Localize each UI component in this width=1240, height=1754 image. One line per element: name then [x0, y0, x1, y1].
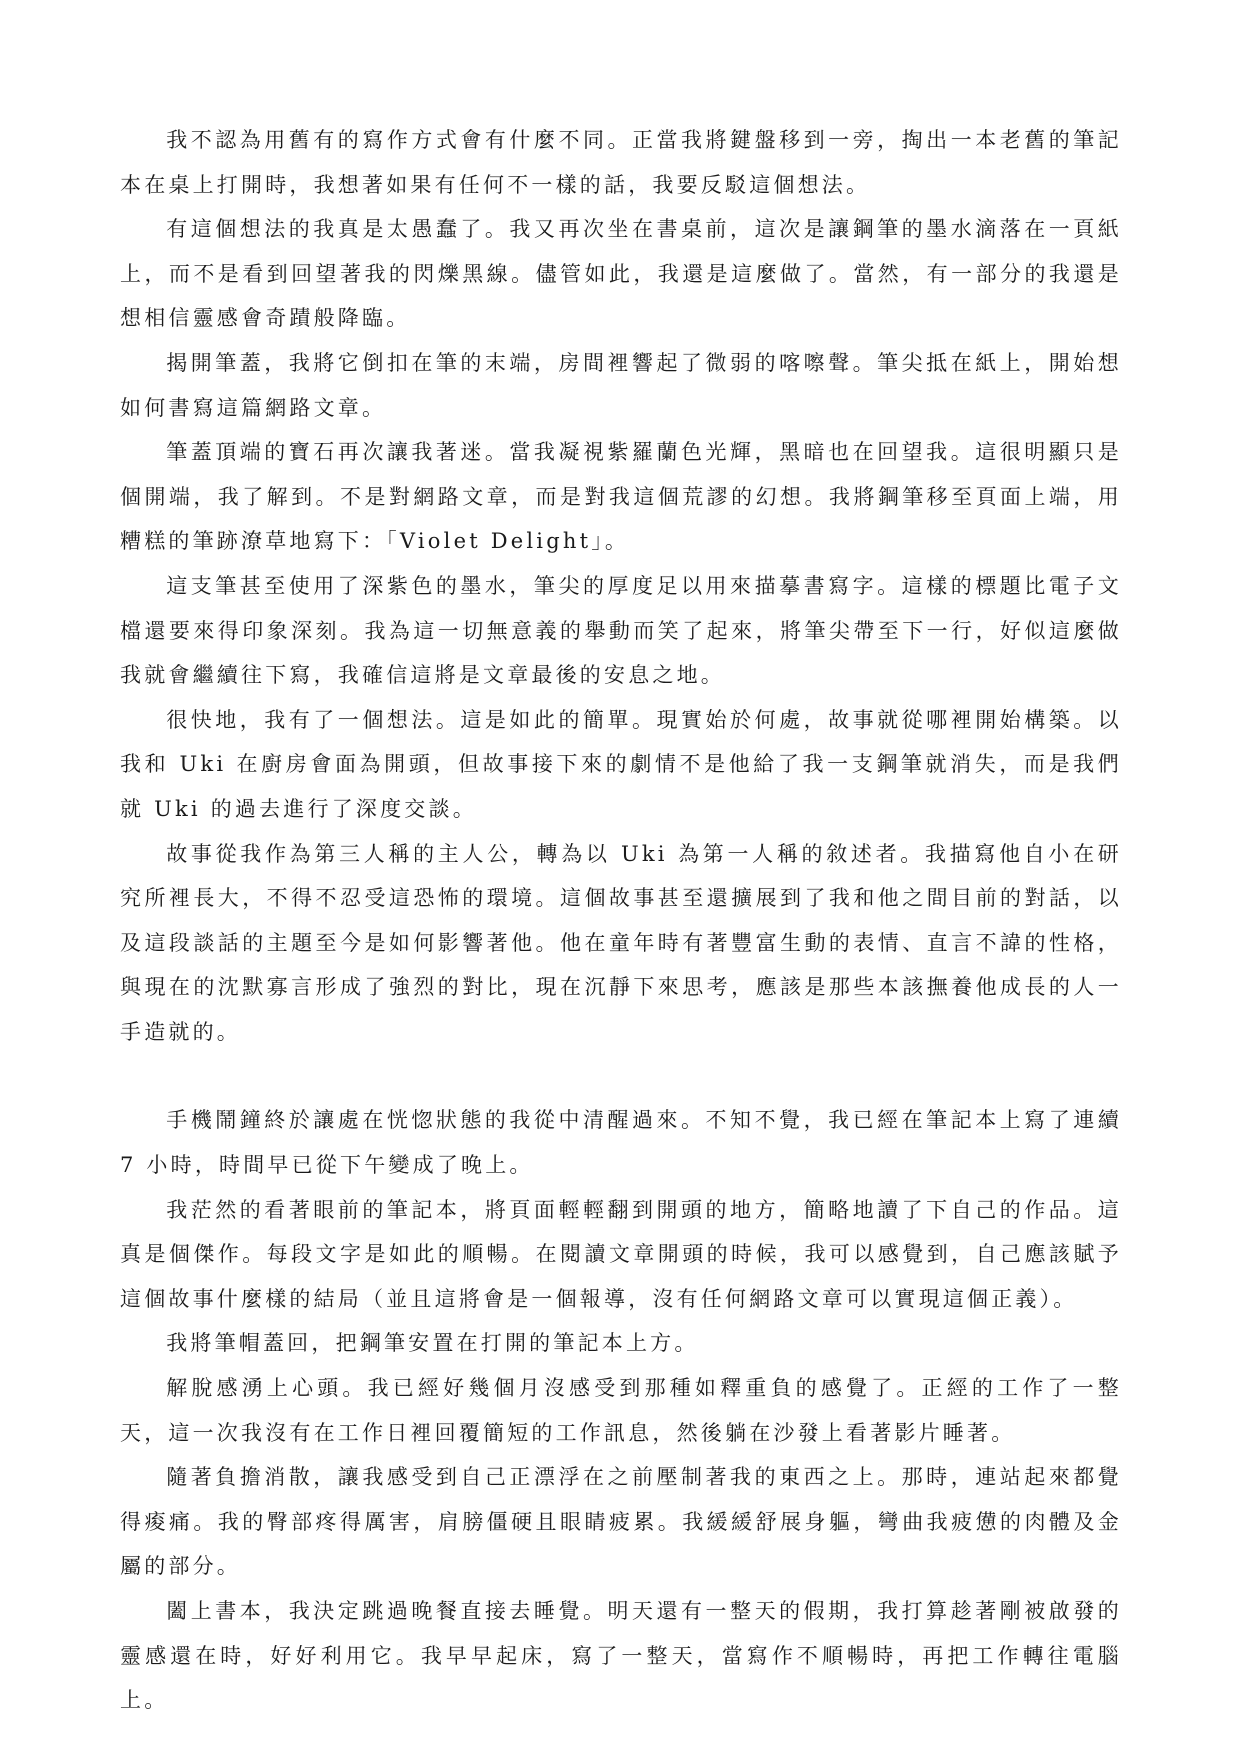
paragraph: 手機鬧鐘終於讓處在恍惚狀態的我從中清醒過來。不知不覺，我已經在筆記本上寫了連續 7 小時，時間早已從下午變成了晚上。 — [120, 1108, 1122, 1178]
paragraph: 很快地，我有了一個想法。這是如此的簡單。現實始於何處，故事就從哪裡開始構築。以我和 Uki 在廚房會面為開頭，但故事接下來的劇情不是他給了我一支鋼筆就消失，而是我們就 Uki 的過去進行了深度交談。 — [120, 707, 1122, 821]
paragraph: 闔上書本，我決定跳過晚餐直接去睡覺。明天還有一整天的假期，我打算趁著剛被啟發的靈感還在時，好好利用它。我早早起床，寫了一整天，當寫作不順暢時，再把工作轉往電腦上。 — [120, 1599, 1122, 1713]
paragraph: 我茫然的看著眼前的筆記本，將頁面輕輕翻到開頭的地方，簡略地讀了下自己的作品。這真是個傑作。每段文字是如此的順暢。在閱讀文章開頭的時候，我可以感覺到，自己應該賦予這個故事什麼樣的結局（並且這將會是一個報導，沒有任何網路文章可以實現這個正義）。 — [120, 1197, 1122, 1311]
paragraph: 筆蓋頂端的寶石再次讓我著迷。當我凝視紫羅蘭色光輝，黑暗也在回望我。這很明顯只是個開端，我了解到。不是對網路文章，而是對我這個荒謬的幻想。我將鋼筆移至頁面上端，用糟糕的筆跡潦草地寫下：「Violet Delight」。 — [120, 440, 1122, 554]
paragraph: 故事從我作為第三人稱的主人公，轉為以 Uki 為第一人稱的敘述者。我描寫他自小在研究所裡長大，不得不忍受這恐怖的環境。這個故事甚至還擴展到了我和他之間目前的對話，以及這段談話的主題至今是如何影響著他。他在童年時有著豐富生動的表情、直言不諱的性格，與現在的沈默寡言形成了強烈的對比，現在沉靜下來思考，應該是那些本該撫養他成長的人一手造就的。 — [120, 841, 1122, 1044]
document-page — [120, 118, 1122, 1723]
paragraph: 有這個想法的我真是太愚蠢了。我又再次坐在書桌前，這次是讓鋼筆的墨水滴落在一頁紙上，而不是看到回望著我的閃爍黑線。儘管如此，我還是這麼做了。當然，有一部分的我還是想相信靈感會奇蹟般降臨。 — [120, 217, 1122, 331]
paragraph: 這支筆甚至使用了深紫色的墨水，筆尖的厚度足以用來描摹書寫字。這樣的標題比電子文檔還要來得印象深刻。我為這一切無意義的舉動而笑了起來，將筆尖帶至下一行，好似這麼做我就會繼續往下寫，我確信這將是文章最後的安息之地。 — [120, 573, 1122, 688]
paragraph: 我不認為用舊有的寫作方式會有什麼不同。正當我將鍵盤移到一旁，掏出一本老舊的筆記本在桌上打開時，我想著如果有任何不一樣的話，我要反駁這個想法。 — [120, 128, 1122, 197]
section-1 — [120, 118, 1122, 1054]
paragraph: 解脫感湧上心頭。我已經好幾個月沒感受到那種如釋重負的感覺了。正經的工作了一整天，這一次我沒有在工作日裡回覆簡短的工作訊息，然後躺在沙發上看著影片睡著。 — [120, 1376, 1122, 1445]
paragraph: 隨著負擔消散，讓我感受到自己正漂浮在之前壓制著我的東西之上。那時，連站起來都覺得痠痛。我的臀部疼得厲害，肩膀僵硬且眼睛疲累。我緩緩舒展身軀，彎曲我疲憊的肉體及金屬的部分。 — [120, 1465, 1122, 1579]
paragraph: 揭開筆蓋，我將它倒扣在筆的末端，房間裡響起了微弱的喀嚓聲。筆尖抵在紙上，開始想如何書寫這篇網路文章。 — [120, 350, 1122, 420]
paragraph: 我將筆帽蓋回，把鋼筆安置在打開的筆記本上方。 — [166, 1331, 699, 1356]
section-2 — [120, 1098, 1122, 1722]
